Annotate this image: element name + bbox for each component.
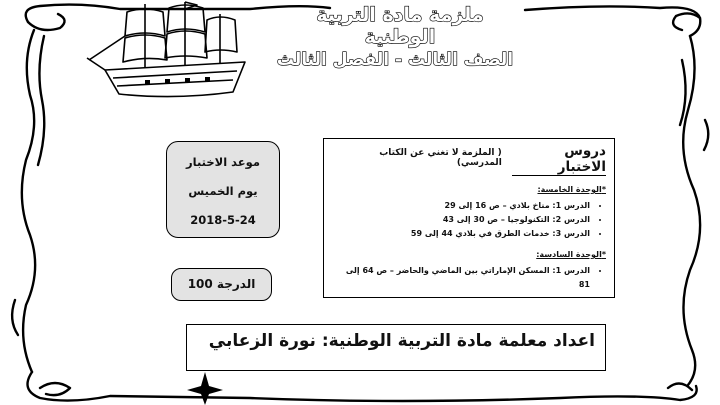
author-text: اعداد معلمة مادة التربية الوطنية: نورة الزعابي [208,331,595,351]
lesson-list [332,264,606,292]
document-subtitle: الصف الثالث - الفصل الثالث [276,50,514,70]
document-title: ملزمة مادة التربية الوطنية [316,4,484,48]
lessons-note: ( الملزمة لا تغني عن الكتاب المدرسي) [379,148,502,168]
unit-heading: *الوحدة الخامسة: [537,185,606,194]
list-item: • الدرس 2: التكنولوجيا – ص 30 إلى 43 [332,213,590,227]
author-box [186,324,606,371]
list-item: • الدرس 1: المسكن الإماراتي بين الماضي والحاضر – ص 64 إلى 81 [332,264,590,292]
exam-date-label: موعد الاختبار [186,155,260,169]
ship-illustration [85,0,265,110]
grade-box [171,268,272,301]
unit-name: الوحدة الخامسة: [537,185,602,194]
lesson-list [332,199,606,241]
list-item: • الدرس 3: خدمات الطرق في بلادي 44 إلى 59 [332,227,590,241]
lessons-header [332,143,606,176]
lessons-title: دروس الاختبار [512,143,606,176]
grade-text: الدرجة 100 [187,277,256,291]
exam-date: 2018-5-24 [190,213,256,227]
exam-day: يوم الخميس [188,184,258,198]
exam-date-box [166,141,280,238]
lessons-box [323,138,615,298]
unit-name: الوحدة السادسة: [536,250,602,259]
unit-heading: *الوحدة السادسة: [536,250,606,259]
list-item: • الدرس 1: مناخ بلادي – ص 16 إلى 29 [332,199,590,213]
